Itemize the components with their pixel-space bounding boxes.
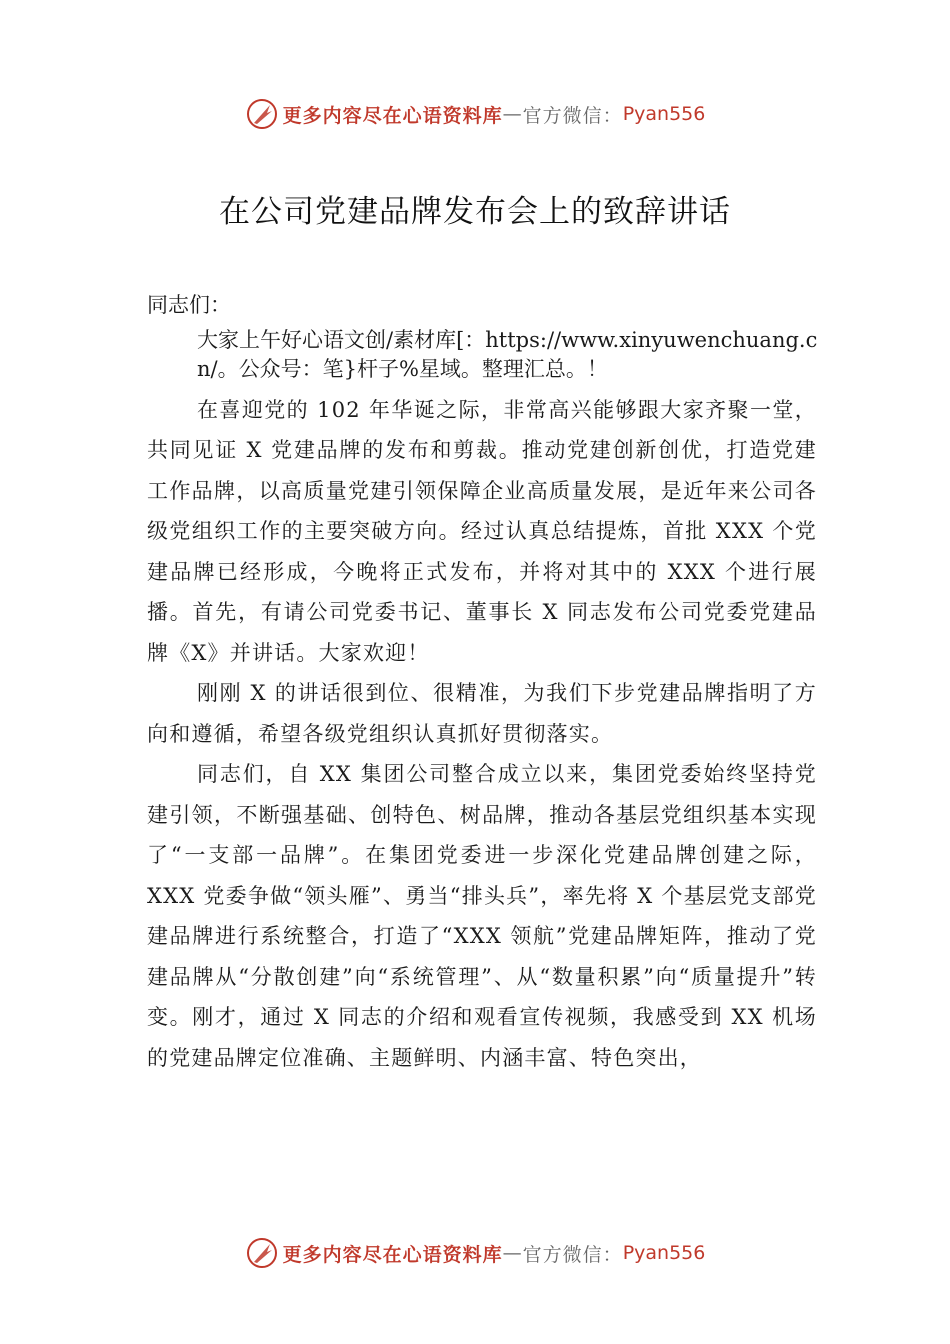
banner-dash: —	[502, 103, 523, 125]
quill-logo-icon	[245, 1236, 279, 1270]
banner-slogan: 更多内容尽在心语资料库	[282, 104, 503, 127]
document-body	[147, 285, 817, 1078]
banner-slogan: 更多内容尽在心语资料库	[282, 1243, 503, 1266]
footer-banner	[0, 1233, 950, 1273]
banner-wechat-label: 官方微信：	[522, 104, 623, 127]
salutation: 同志们：	[147, 293, 231, 317]
paragraph-2: 刚刚 X 的讲话很到位、很精准，为我们下步党建品牌指明了方向和遵循，希望各级党组织认真抓好贯彻落实。	[147, 681, 817, 746]
banner-wechat-label: 官方微信：	[522, 1243, 623, 1266]
quill-logo-icon	[245, 97, 279, 131]
intro-text: 大家上午好心语文创/素材库[：https://www.xinyuwenchuang.cn/。公众号：笔}杆子%星域。整理汇总。！	[197, 327, 818, 381]
banner-dash: —	[502, 1242, 523, 1264]
banner-wechat-id: Pyan556	[622, 103, 706, 125]
banner-wechat-id: Pyan556	[622, 1242, 706, 1264]
header-banner	[0, 94, 950, 134]
document-title: 在公司党建品牌发布会上的致辞讲话	[219, 194, 731, 230]
paragraph-1: 在喜迎党的 102 年华诞之际，非常高兴能够跟大家齐聚一堂，共同见证 X 党建品牌的发布和剪裁。推动党建创新创优，打造党建工作品牌，以高质量党建引领保障企业高质量发展，是近年来公司各级党组织工作的主要突破方向。经过认真总结提炼，首批 XXX 个党建品牌已经形成，今晚将正式发布，并将对其中的 XXX 个进行展播。首先，有请公司党委书记、董事长 X 同志发布公司党委党建品牌《X》并讲话。大家欢迎！	[147, 397, 817, 665]
paragraph-3: 同志们，自 XX 集团公司整合成立以来，集团党委始终坚持党建引领，不断强基础、创特色、树品牌，推动各基层党组织基本实现了“一支部一品牌”。在集团党委进一步深化党建品牌创建之际，XXX 党委争做“领头雁”、勇当“排头兵”，率先将 X 个基层党支部党建品牌进行系统整合，打造了“XXX 领航”党建品牌矩阵，推动了党建品牌从“分散创建”向“系统管理”、从“数量积累”向“质量提升”转变。刚才，通过 X 同志的介绍和观看宣传视频，我感受到 XX 机场的党建品牌定位准确、主题鲜明、内涵丰富、特色突出，	[147, 762, 817, 1070]
